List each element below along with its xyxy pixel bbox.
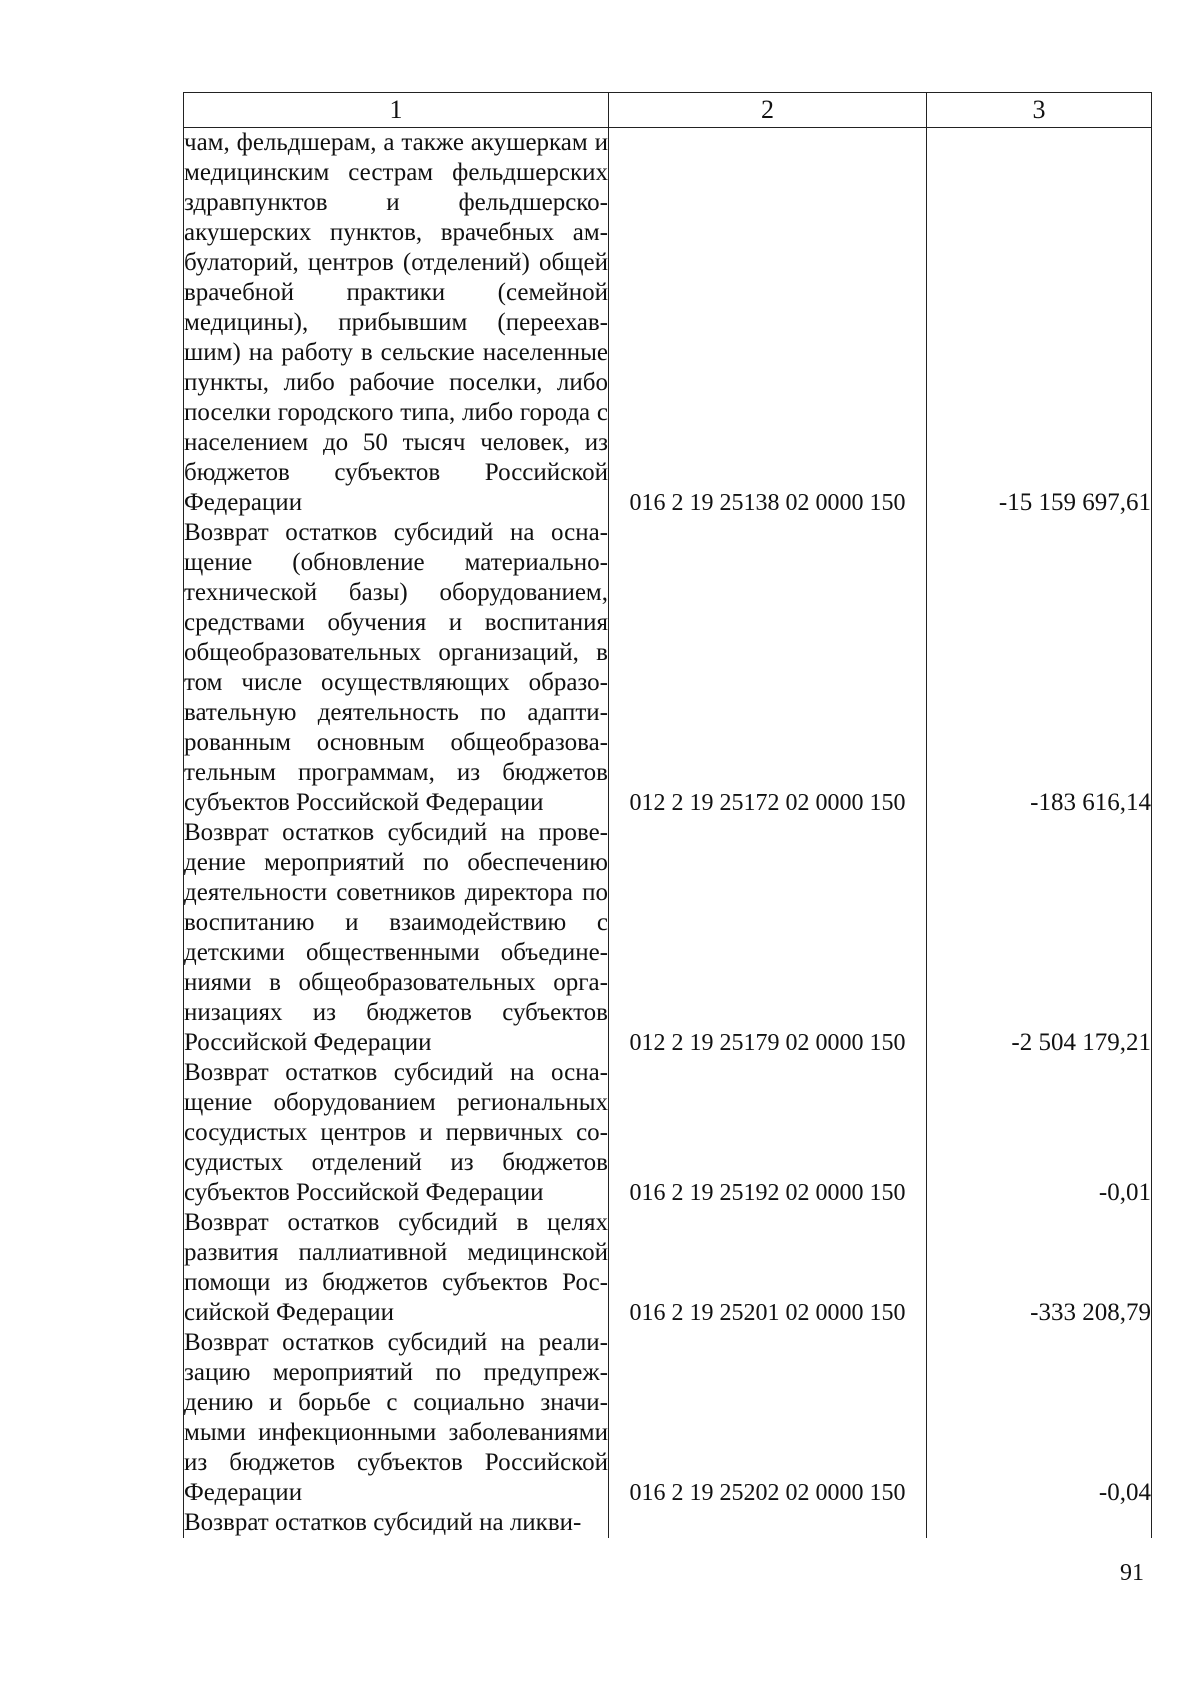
row-description: Возврат остатков субсидий на ликви- bbox=[184, 1508, 609, 1538]
column-header-3: 3 bbox=[927, 93, 1152, 128]
row-budget-code: 016 2 19 25201 02 0000 150 bbox=[609, 1208, 927, 1328]
column-header-2: 2 bbox=[609, 93, 927, 128]
row-description: Возврат остатков субсидий на оснащение оборудованием региональных сосудистых центров и первичных сосудистых отделений из бюджетов субъектов Российской Федерации bbox=[184, 1059, 608, 1206]
row-amount: -183 616,14 bbox=[927, 518, 1152, 818]
row-budget-code: 016 2 19 25202 02 0000 150 bbox=[609, 1328, 927, 1508]
row-description: чам, фельдшерам, а также акушеркам и медицинским сестрам фельдшерских здравпунктов и фельдшерско-акушерских пунктов, врачебных амбулаторий, центров (отделений) общей врачебной практики (семейной медицины), прибывшим (переехавшим) на работу в сельские населенные пункты, либо рабочие поселки, либо поселки городского типа, либо города с населением до 50 тысяч человек, из бюджетов субъектов Российской Федерации bbox=[184, 129, 608, 516]
table-row bbox=[184, 1508, 1152, 1538]
budget-table bbox=[183, 92, 1152, 1538]
row-description: Возврат остатков субсидий на оснащение (обновление материально-технической базы) оборудованием, средствами обучения и воспитания общеобразовательных организаций, в том числе осуществляющих образовательную деятельность по адаптированным основным общеобразовательным программам, из бюджетов субъектов Российской Федерации bbox=[184, 519, 608, 816]
table-row bbox=[184, 1058, 1152, 1208]
row-budget-code: 012 2 19 25172 02 0000 150 bbox=[609, 518, 927, 818]
row-budget-code: 016 2 19 25192 02 0000 150 bbox=[609, 1058, 927, 1208]
column-header-1: 1 bbox=[184, 93, 609, 128]
page-number: 91 bbox=[1120, 1560, 1144, 1586]
row-amount: -0,04 bbox=[927, 1328, 1152, 1508]
table-row bbox=[184, 128, 1152, 519]
row-amount: -0,01 bbox=[927, 1058, 1152, 1208]
table-row bbox=[184, 1328, 1152, 1508]
row-amount: -15 159 697,61 bbox=[927, 128, 1152, 519]
row-description: Возврат остатков субсидий в целях развития паллиативной медицинской помощи из бюджетов субъектов Российской Федерации bbox=[184, 1209, 608, 1326]
row-budget-code: 012 2 19 25179 02 0000 150 bbox=[609, 818, 927, 1058]
row-description: Возврат остатков субсидий на проведение мероприятий по обеспечению деятельности советников директора по воспитанию и взаимодействию с детскими общественными объединениями в общеобразовательных организациях из бюджетов субъектов Российской Федерации bbox=[184, 819, 608, 1056]
row-amount bbox=[927, 1508, 1152, 1538]
table-row bbox=[184, 818, 1152, 1058]
table-row bbox=[184, 518, 1152, 818]
table-header-row bbox=[184, 93, 1152, 128]
row-description: Возврат остатков субсидий на реализацию мероприятий по предупреждению и борьбе с социально значимыми инфекционными заболеваниями из бюджетов субъектов Российской Федерации bbox=[184, 1329, 608, 1506]
row-budget-code: 016 2 19 25138 02 0000 150 bbox=[609, 128, 927, 519]
row-amount: -2 504 179,21 bbox=[927, 818, 1152, 1058]
row-budget-code bbox=[609, 1508, 927, 1538]
row-amount: -333 208,79 bbox=[927, 1208, 1152, 1328]
table-row bbox=[184, 1208, 1152, 1328]
